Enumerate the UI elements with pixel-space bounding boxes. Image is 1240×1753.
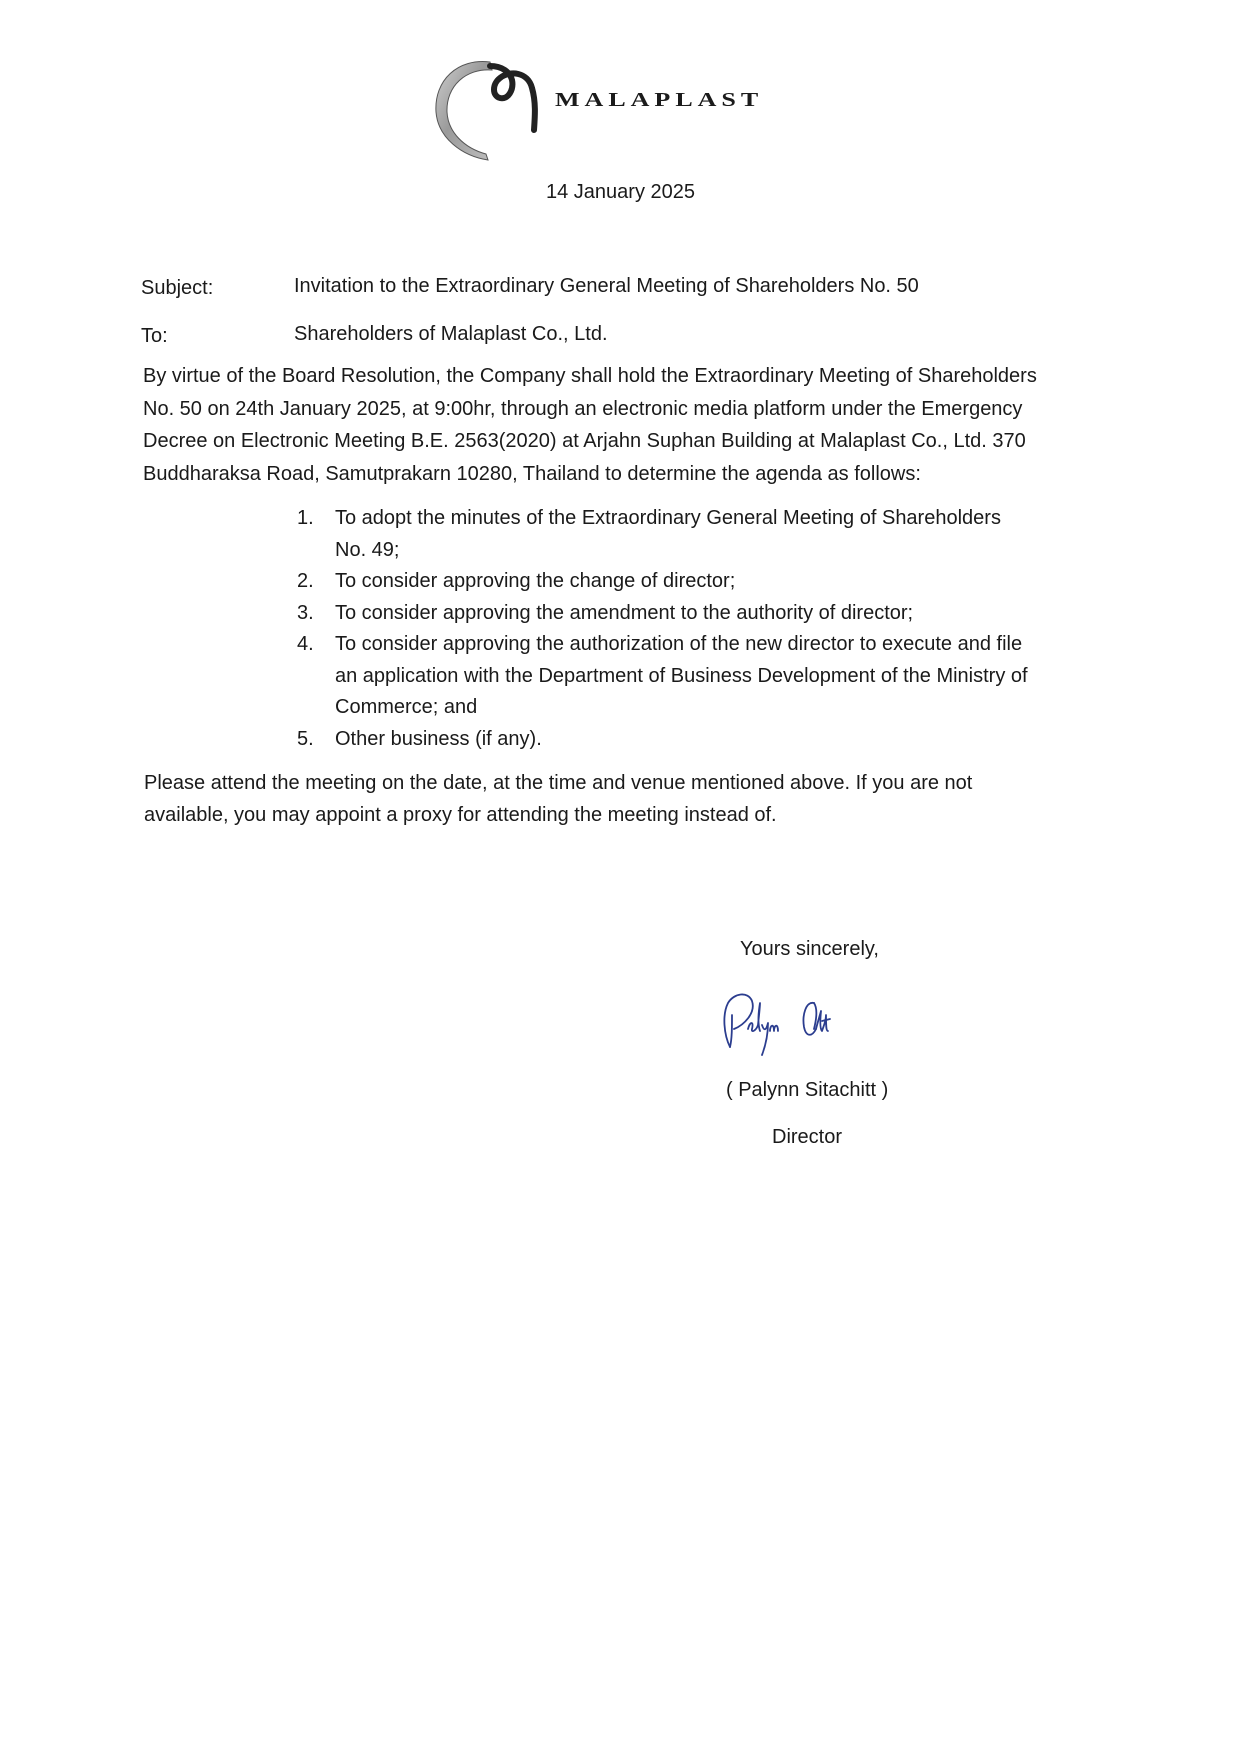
closing-paragraph [144,767,1104,831]
body-line: By virtue of the Board Resolution, the Company shall hold the Extraordinary Meeting of Shareholders [143,365,1037,387]
agenda-item [297,503,1097,566]
letter-date: 14 January 2025 [546,181,696,203]
signer-name: ( Palynn Sitachitt ) [726,1079,889,1101]
agenda-item-number: 4. [297,633,314,655]
agenda-list [297,503,1097,755]
closing-line: Please attend the meeting on the date, at the time and venue mentioned above. If you are not [144,772,973,794]
body-line: Buddharaksa Road, Samutprakarn 10280, Thailand to determine the agenda as follows: [143,462,921,485]
subject-label: Subject: [141,277,214,299]
agenda-item-text: To consider approving the change of director; [335,570,736,592]
handwritten-signature-icon [718,985,853,1065]
company-logo [428,52,838,167]
swirl-logo-icon [428,52,553,167]
agenda-item-text: No. 49; [335,538,400,561]
agenda-item-text: To adopt the minutes of the Extraordinary General Meeting of Shareholders [335,507,1001,529]
company-wordmark: MALAPLAST [555,88,764,111]
body-paragraph [143,360,1123,490]
closing-line: available, you may appoint a proxy for attending the meeting instead of. [144,804,777,826]
agenda-item-number: 2. [297,570,314,592]
subject-value: Invitation to the Extraordinary General Meeting of Shareholders No. 50 [294,275,919,297]
agenda-item [297,566,1097,598]
signoff: Yours sincerely, [740,938,879,960]
signer-title: Director [772,1126,843,1148]
recipient-label: To: [141,325,168,347]
agenda-item-number: 5. [297,727,314,750]
agenda-item [297,598,1097,630]
agenda-item-text: Commerce; and [335,696,478,718]
agenda-item-text: To consider approving the authorization of the new director to execute and file [335,633,1023,655]
agenda-item-text: an application with the Department of Business Development of the Ministry of [335,664,1028,687]
agenda-item-number: 3. [297,601,314,624]
recipient-value: Shareholders of Malaplast Co., Ltd. [294,323,608,345]
agenda-item [297,724,1097,756]
agenda-item-text: To consider approving the amendment to the authority of director; [335,601,914,624]
body-line: Decree on Electronic Meeting B.E. 2563(2020) at Arjahn Suphan Building at Malaplast Co., Ltd. 370 [143,430,1026,452]
agenda-item [297,629,1097,724]
agenda-item-number: 1. [297,507,314,529]
agenda-item-text: Other business (if any). [335,727,542,750]
body-line: No. 50 on 24th January 2025, at 9:00hr, through an electronic media platform under the Emergency [143,397,1023,420]
